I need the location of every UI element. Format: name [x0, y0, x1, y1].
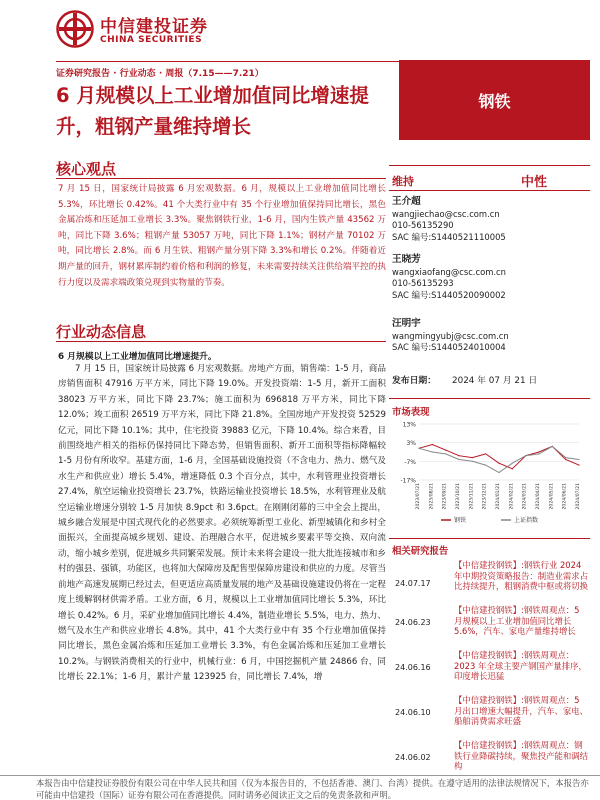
analyst-card — [392, 318, 588, 354]
analyst-name: 王介超 — [392, 196, 421, 207]
chart-ytick-label: 3% — [406, 440, 416, 448]
related-title[interactable]: 【中信建投钢铁】:钢铁周观点：5 月出口增速大幅提升，汽车、家电、船舶消费需求旺盛 — [454, 695, 588, 727]
analyst-email[interactable]: wangmingyubj@csc.com.cn — [392, 330, 509, 341]
chart-xtick-label: 2024/06/21 — [562, 483, 568, 510]
core-view-divider — [56, 178, 386, 179]
related-title[interactable]: 【中信建投钢铁】:钢铁周观点：钢铁行业降碳持续，聚焦投产能和调结构 — [454, 740, 588, 772]
related-item[interactable] — [389, 604, 590, 649]
company-logo-icon — [56, 10, 94, 48]
related-date: 24.06.10 — [395, 708, 431, 717]
analyst-phone: 010-56135290 — [392, 220, 454, 230]
market-heading: 市场表现 — [392, 407, 430, 418]
chart-xtick-label: 2024/05/21 — [549, 483, 555, 510]
news-divider — [56, 341, 386, 342]
publish-date — [392, 373, 537, 386]
analyst-email[interactable]: wangxiaofang@csc.com.cn — [392, 266, 506, 277]
related-item[interactable] — [389, 649, 590, 694]
related-date: 24.06.02 — [395, 753, 431, 762]
chart-ytick-label: -7% — [404, 458, 416, 466]
related-date: 24.07.17 — [395, 579, 431, 588]
related-title[interactable]: 【中信建投钢铁】:钢铁行业 2024 年中期投资策略报告：制造业需求占比持续提升，粗钢消费中枢或将切换 — [454, 560, 588, 592]
publish-date-value: 2024 年 07 月 21 日 — [452, 376, 538, 386]
chart-data-point — [525, 455, 526, 456]
core-view-text: 7 月 15 日，国家统计局披露 6 月宏观数据。6 月，规模以上工业增加值同比增长 5.3%，环比增长 0.42%。41 个大类行业中有 35 个行业增加值保持同比增长，黑色金属冶炼和压延加工业增长 3.3%。聚焦钢铁行业，1-6 月，国内生铁产量 43562 万吨，同比下降 3.6%；粗钢产量 53057 万吨，同比下降 1.1%；钢材产量 70102 万吨，同比增长 2.8%。而 6 月生铁、粗钢产量分别下降 3.3%和增长 0.2%。伴随着近期产量的回升，钢材累库制约着价格和利润的修复，未来需要持续关注供给端平控的执行力度以及需求端政策兑现到实物量的节奏。 — [58, 184, 386, 288]
chart-legend-label: 上证指数 — [514, 517, 539, 524]
chart-data-point — [472, 457, 473, 458]
analyst-name: 汪明宇 — [392, 318, 421, 329]
related-item[interactable] — [389, 694, 590, 739]
chart-data-point — [458, 459, 459, 460]
analyst-sac: SAC 编号:S1440521110005 — [392, 231, 506, 242]
chart-xtick-label: 2023/07/21 — [416, 483, 421, 510]
chart-xtick-label: 2024/04/21 — [536, 483, 541, 510]
chart-data-point — [432, 451, 433, 452]
publish-date-label: 发布日期： — [392, 376, 436, 386]
chart-xtick-label: 2024/02/21 — [509, 483, 515, 510]
chart-data-point — [485, 453, 486, 454]
analyst-name: 王晓芳 — [392, 254, 421, 265]
chart-data-point — [565, 457, 566, 458]
chart-xtick-label: 2023/09/21 — [442, 483, 448, 510]
chart-data-point — [565, 459, 566, 460]
chart-xtick-label: 2023/08/21 — [429, 483, 435, 510]
related-date: 24.06.23 — [395, 618, 431, 627]
chart-data-point — [512, 463, 513, 464]
chart-legend-label: 钢铁 — [454, 517, 467, 524]
analyst-card — [392, 196, 588, 243]
related-item[interactable] — [389, 559, 590, 604]
analyst-phone: 010-56135293 — [392, 278, 454, 288]
market-divider — [389, 398, 590, 399]
industry-label: 钢铁 — [399, 60, 590, 140]
related-title[interactable]: 【中信建投钢铁】:钢铁周观点：2023 年全球主要产钢国产量排序，印度增长迅猛 — [454, 650, 587, 682]
chart-data-point — [445, 453, 446, 454]
rating-top-divider — [389, 165, 590, 166]
chart-xtick-label: 2023/12/21 — [482, 483, 488, 510]
chart-data-point — [485, 464, 486, 465]
chart-data-point — [418, 448, 419, 449]
analyst-email[interactable]: wangjiechao@csc.com.cn — [392, 208, 500, 219]
chart-xtick-label: 2023/11/21 — [469, 483, 475, 510]
chart-xtick-label: 2024/01/21 — [496, 483, 501, 510]
analyst-sac: SAC 编号:S1440524010004 — [392, 342, 506, 352]
chart-data-point — [472, 461, 473, 462]
report-meta: 证券研究报告 · 行业动态 · 周报（7.15——7.21） — [56, 69, 264, 79]
chart-ytick-label: -17% — [400, 477, 416, 485]
report-title: 6 月规模以上工业增加值同比增速提升，粗钢产量维持增长 — [56, 84, 369, 138]
market-chart-svg — [389, 418, 590, 530]
chart-data-point — [538, 453, 539, 454]
chart-xtick-label: 2024/07/21 — [576, 483, 581, 510]
news-heading: 行业动态信息 — [56, 323, 147, 341]
chart-data-point — [498, 463, 499, 464]
chart-data-point — [498, 472, 499, 473]
chart-data-point — [432, 444, 433, 445]
analyst-card — [392, 254, 588, 301]
related-date: 24.06.16 — [395, 663, 431, 672]
chart-series-line — [419, 446, 579, 472]
rating-bottom-divider — [389, 190, 590, 191]
related-title[interactable]: 【中信建投钢铁】:钢铁周观点：5 月规模以上工业增加值同比增长 5.6%，汽车、家电产量维持增长 — [454, 605, 580, 637]
chart-data-point — [578, 459, 579, 460]
chart-data-point — [578, 464, 579, 465]
core-view-heading: 核心观点 — [56, 160, 117, 178]
market-chart — [389, 418, 590, 530]
chart-xtick-label: 2024/03/21 — [522, 483, 528, 510]
related-divider — [389, 538, 590, 539]
chart-xtick-label: 2023/10/21 — [456, 483, 461, 510]
rating-view: 中性 — [521, 175, 548, 190]
chart-data-point — [538, 451, 539, 452]
chart-data-point — [458, 455, 459, 456]
chart-data-point — [445, 450, 446, 451]
logo-text-en: CHINA SECURITIES — [100, 35, 203, 45]
rating-action: 维持 — [392, 175, 414, 188]
news-body: 7 月 15 日，国家统计局披露 6 月宏观数据。房地产方面，销售端：1-5 月，商品房销售面积 47916 万平方米，同比下降 19.0%。开发投资端：1-5 月，新开工面积 38023 万平方米，同比下降 23.7%；施工面积为 696818 万平方米，同比下降 12.0%；竣工面积 26519 万平方米，同比下降 21.8%。全国房地产开发投资 52529 亿元，同比下降 10.1%；其中，住宅投资 39883 亿元，下降 10.4%。综合来看，目前围绕地产相关的指标仍保持同比下降态势，但销售面积、新开工面积等指标降幅较 1-5 月份有所收窄。基建方面，1-6 月，全国基础设施投资（不含电力、热力、燃气及水生产和供应业）增长 5.4%，增速降低 0.3 个百分点，其中，水利管理业投资增长 27.4%，航空运输业投资增长 23.7%，铁路运输业投资增长 18.5%，水利管理业及航空运输业增速分别较 1-5 月加快 8.9pct 和 3.6pct。在刚刚闭幕的三中全会上提出，城乡融合发展是中国式现代化的必然要求。必须统筹新型工业化、新型城镇化和乡村全面振兴，全面提高城乡规划、建设、治理融合水平，促进城乡要素平等交换、双向流动，缩小城乡差别，促进城乡共同繁荣发展。预计未来将会建设一批大批连接城市和乡村的强县、强镇，功能区，也将加大保障房及配售型保障房建设和供应的力度。尽管当前地产高速发展期已经过去，但更适应高质量发展的地产及基础设施建设仍将在一定程度上缓解钢材供需矛盾。工业方面，6 月，规模以上工业增加值同比增长 5.3%，环比增长 0.42%。6 月，采矿业增加值同比增长 4.4%，制造业增长 5.5%，电力、热力、燃气及水生产和供应业增长 4.8%。其中，41 个大类行业中有 35 个行业增加值保持同比增长，黑色金属冶炼和压延加工业增长 3.3%，有色金属冶炼和压延加工业增长 10.2%。与钢铁消费相关的行业中，机械行业：6 月，中国挖掘机产量 24866 台，同比增长 22.1%；1-6 月，累计产量 123925 台，同比增长 7.4%，增 — [58, 364, 386, 683]
analyst-sac: SAC 编号:S1440520090002 — [392, 289, 506, 300]
related-list — [389, 559, 590, 784]
related-heading: 相关研究报告 — [392, 546, 449, 557]
chart-ytick-label: 13% — [402, 421, 416, 429]
chart-data-point — [552, 446, 553, 447]
footer-disclaimer: 本报告由中信建投证券股份有限公司在中华人民共和国（仅为本报告目的，不包括香港、澳门、台湾）提供。在遵守适用的法律法规情况下，本报告亦可能由中信建投（国际）证券有限公司在香港提供。同时请务必阅读正文之后的免责条款和声明。 — [36, 778, 589, 800]
logo-text-cn: 中信建投证券 — [100, 17, 208, 37]
chart-data-point — [512, 468, 513, 469]
company-logo — [56, 8, 276, 52]
footer-divider — [0, 775, 600, 776]
news-subheading: 6 月规模以上工业增加值同比增速提升。 — [58, 352, 217, 362]
